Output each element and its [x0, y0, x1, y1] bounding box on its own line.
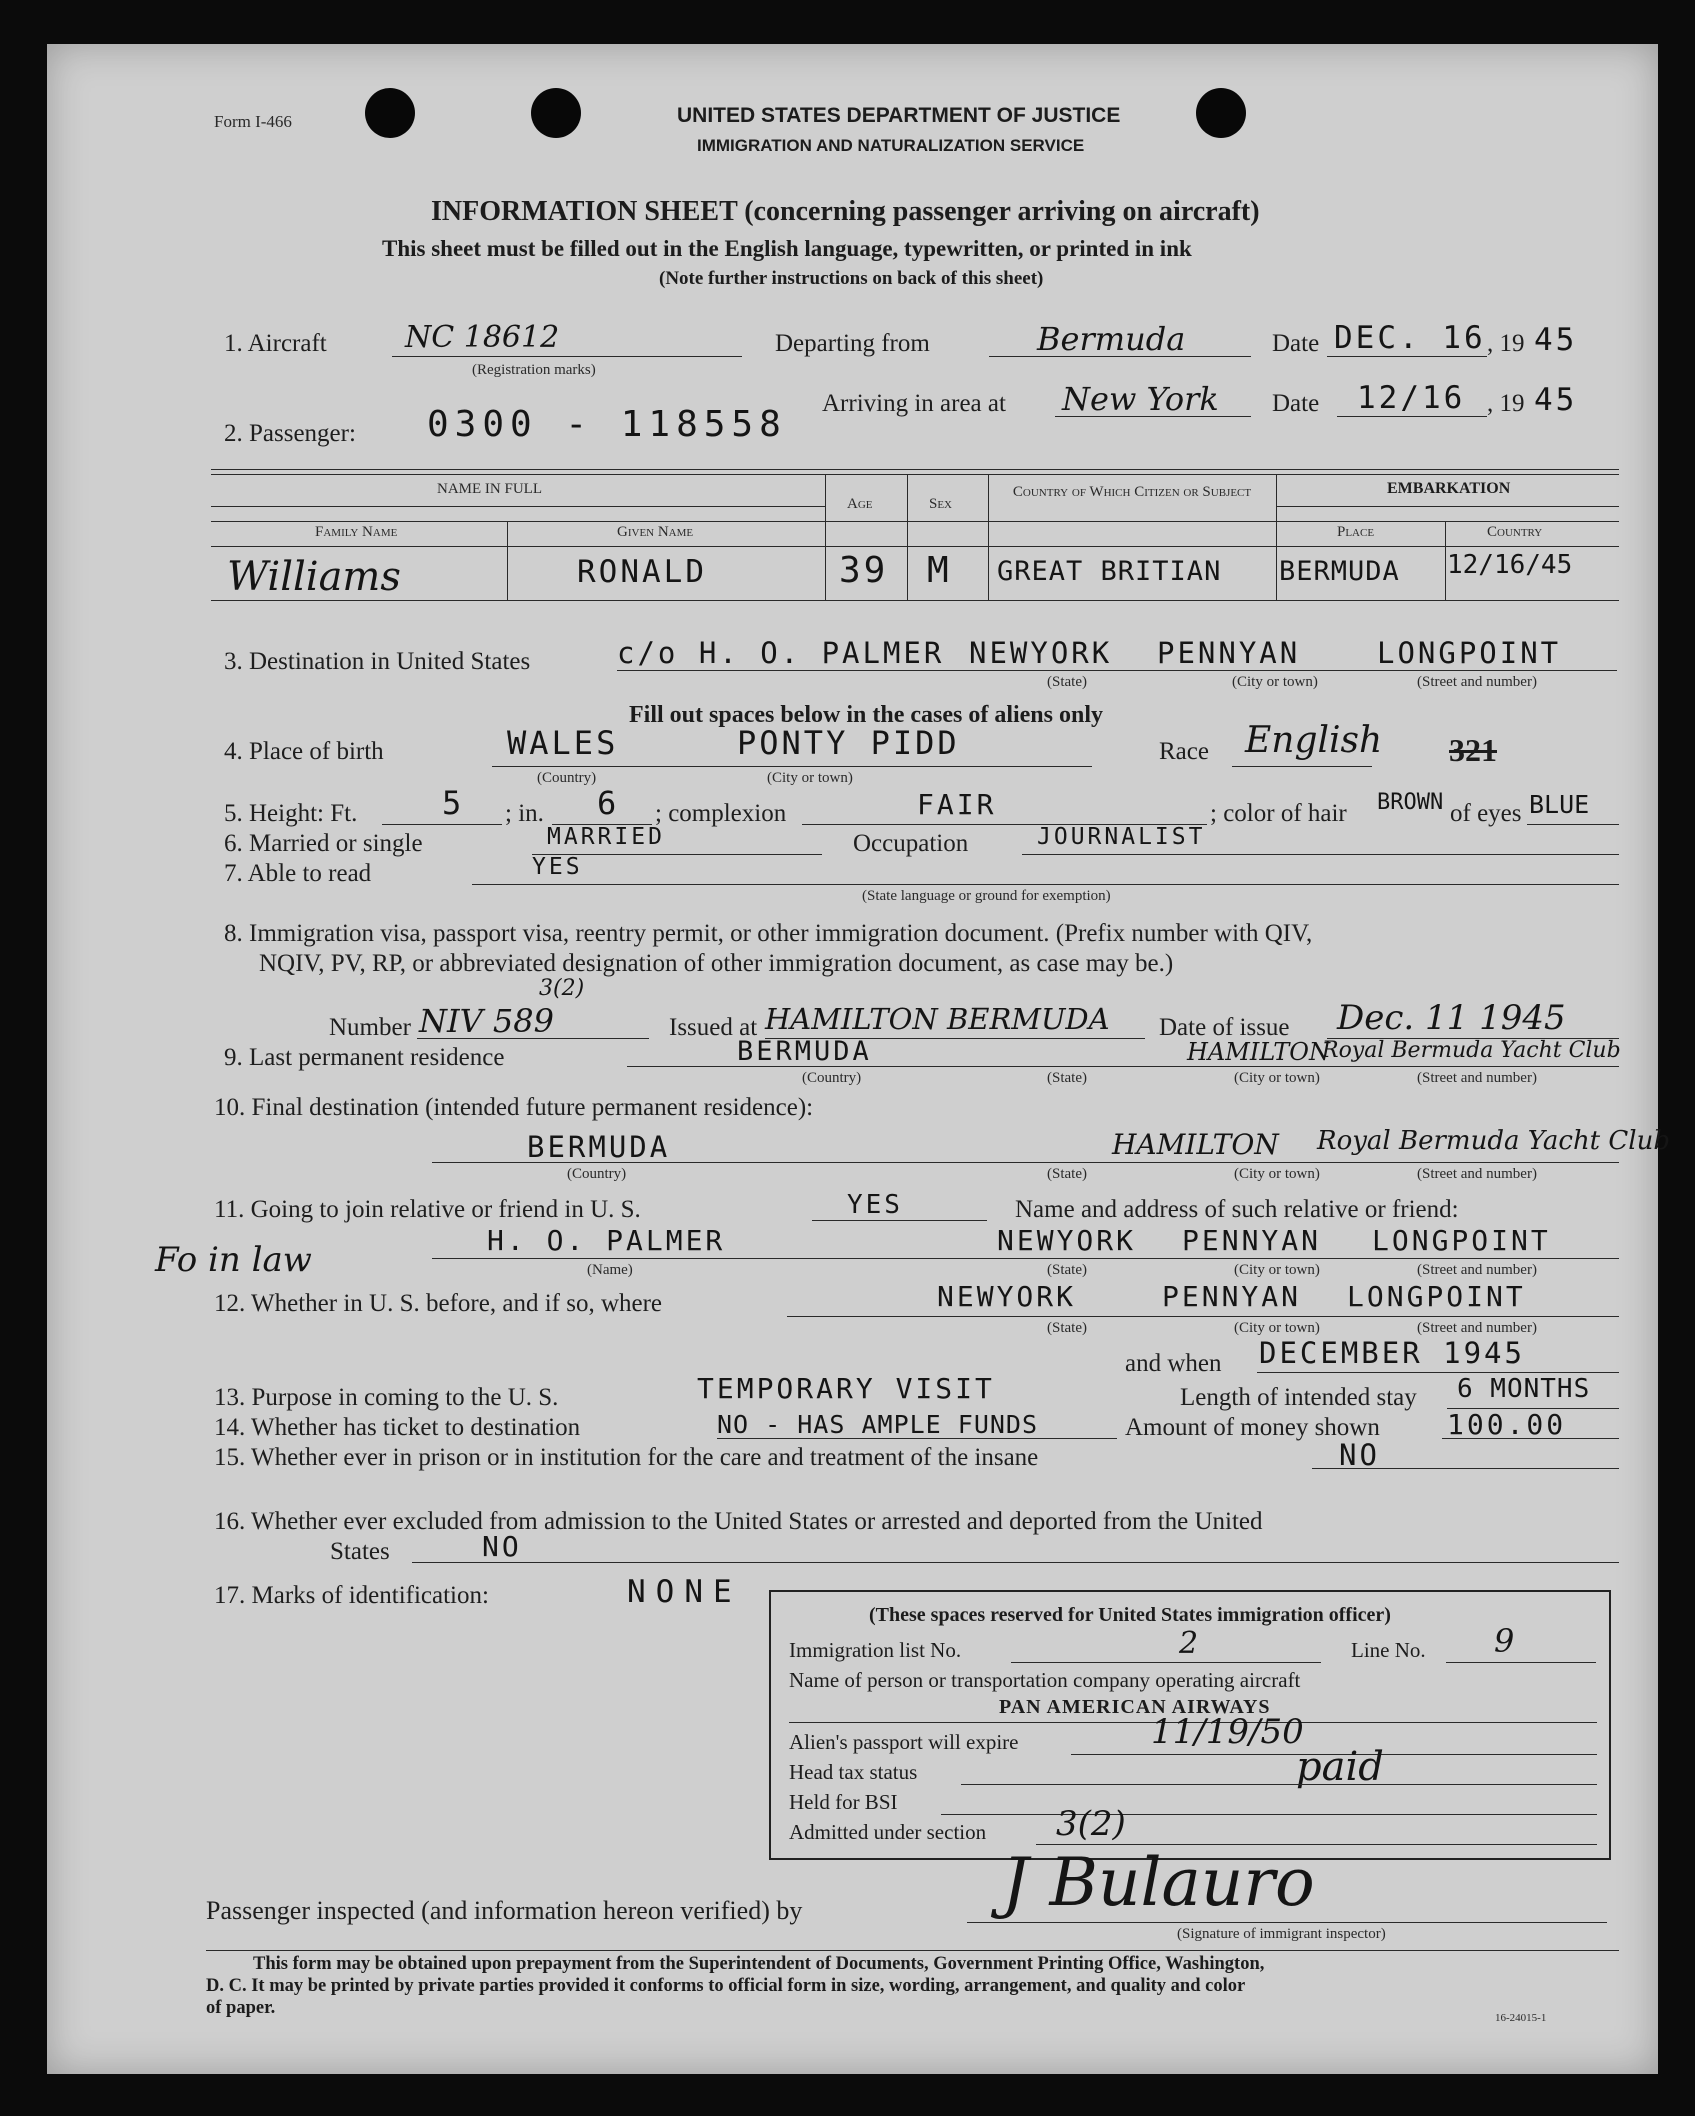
last-residence-country: BERMUDA — [737, 1036, 872, 1067]
embarkation-place-value: BERMUDA — [1279, 556, 1400, 587]
previous-visit-when-label: and when — [1125, 1350, 1222, 1377]
last-residence-street-caption: (Street and number) — [1417, 1070, 1537, 1086]
relative-name-value: H. O. PALMER — [487, 1224, 726, 1257]
inspector-signature: J Bulauro — [1002, 1844, 1315, 1921]
previous-visit-label: 12. Whether in U. S. before, and if so, where — [214, 1290, 663, 1317]
previous-visit-street: LONGPOINT — [1347, 1280, 1526, 1313]
punch-hole — [531, 88, 581, 138]
marital-label: 6. Married or single — [224, 830, 423, 857]
height-label: 5. Height: Ft. — [224, 800, 358, 827]
last-residence-street: Royal Bermuda Yacht Club — [1322, 1038, 1621, 1063]
street-caption: (Street and number) — [1417, 674, 1537, 690]
arrival-year-prefix: , 19 — [1487, 390, 1525, 417]
ticket-value: NO - HAS AMPLE FUNDS — [717, 1410, 1039, 1439]
join-relative-value: YES — [847, 1190, 903, 1220]
destination-street: LONGPOINT — [1377, 636, 1562, 670]
occupation-value: JOURNALIST — [1037, 824, 1206, 850]
excluded-value: NO — [482, 1530, 522, 1563]
final-destination-street: Royal Bermuda Yacht Club — [1317, 1126, 1670, 1156]
birth-city-caption: (City or town) — [767, 770, 853, 786]
footer-line2: D. C. It may be printed by private parties provided it conforms to official form in size, wording, arrangement, and quality and color — [206, 1976, 1246, 1996]
issue-date-value: Dec. 11 1945 — [1337, 998, 1566, 1038]
departure-date-value: DEC. 16 — [1334, 320, 1486, 356]
col-age: Age — [847, 496, 873, 512]
birth-city-value: PONTY PIDD — [737, 724, 960, 762]
last-residence-city-caption: (City or town) — [1234, 1070, 1320, 1086]
previous-visit-when-value: DECEMBER 1945 — [1259, 1336, 1525, 1370]
aircraft-label: 1. Aircraft — [224, 330, 327, 357]
passenger-value: 0300 - 118558 — [427, 404, 787, 445]
destination-care-of: c/o H. O. PALMER — [617, 636, 945, 670]
last-residence-city: HAMILTON — [1187, 1038, 1330, 1066]
destination-label: 3. Destination in United States — [224, 648, 531, 675]
last-residence-state-caption: (State) — [1047, 1070, 1087, 1086]
col-country: Country — [1487, 524, 1543, 540]
inspection-label: Passenger inspected (and information hereon verified) by — [206, 1896, 803, 1925]
state-caption: (State) — [1047, 674, 1087, 690]
money-shown-value: 100.00 — [1447, 1408, 1567, 1441]
col-family-name: Family Name — [315, 524, 398, 540]
punch-hole — [1196, 88, 1246, 138]
punch-hole — [365, 88, 415, 138]
destination-city: PENNYAN — [1157, 636, 1301, 670]
final-destination-street-caption: (Street and number) — [1417, 1166, 1537, 1182]
line-number-value: 9 — [1494, 1622, 1515, 1660]
relative-city-caption: (City or town) — [1234, 1262, 1320, 1278]
department-title: UNITED STATES DEPARTMENT OF JUSTICE — [677, 104, 1121, 127]
marital-value: MARRIED — [547, 824, 665, 850]
document-number-note: 3(2) — [539, 976, 585, 1001]
ticket-label: 14. Whether has ticket to destination — [214, 1414, 581, 1441]
passport-expiry-label: Alien's passport will expire — [789, 1730, 1019, 1754]
arrival-year-value: 45 — [1534, 382, 1578, 418]
hair-value: BROWN — [1377, 790, 1444, 815]
hair-label: ; color of hair — [1210, 800, 1347, 827]
city-caption: (City or town) — [1232, 674, 1318, 690]
previous-visit-state-caption: (State) — [1047, 1320, 1087, 1336]
purpose-label: 13. Purpose in coming to the U. S. — [214, 1384, 559, 1411]
final-destination-city: HAMILTON — [1112, 1128, 1279, 1161]
family-name-value: Williams — [227, 554, 401, 600]
birth-country-value: WALES — [507, 724, 619, 762]
final-destination-state-caption: (State) — [1047, 1166, 1087, 1182]
race-code: 321 — [1449, 732, 1497, 768]
height-in-value: 6 — [597, 784, 620, 822]
final-destination-country-caption: (Country) — [567, 1166, 627, 1182]
col-country-citizen: Country of Which Citizen or Subject — [1012, 484, 1252, 500]
previous-visit-city: PENNYAN — [1162, 1280, 1302, 1313]
relative-state-value: NEWYORK — [997, 1224, 1137, 1257]
occupation-label: Occupation — [853, 830, 969, 857]
final-destination-label: 10. Final destination (intended future permanent residence): — [214, 1094, 814, 1121]
relative-street-caption: (Street and number) — [1417, 1262, 1537, 1278]
line-number-label: Line No. — [1351, 1638, 1426, 1662]
admitted-section-label: Admitted under section — [789, 1820, 987, 1844]
age-value: 39 — [839, 550, 889, 591]
operator-label: Name of person or transportation company operating aircraft — [789, 1668, 1301, 1692]
departure-year-value: 45 — [1534, 322, 1578, 358]
relative-name-address-label: Name and address of such relative or friend: — [1015, 1196, 1459, 1223]
final-destination-country: BERMUDA — [527, 1130, 671, 1164]
previous-visit-city-caption: (City or town) — [1234, 1320, 1320, 1336]
prison-value: NO — [1339, 1438, 1380, 1472]
immigration-list-label: Immigration list No. — [789, 1638, 962, 1662]
sheet-instruction: This sheet must be filled out in the English language, typewritten, or printed in ink — [382, 236, 1192, 261]
issued-at-value: HAMILTON BERMUDA — [765, 1002, 1110, 1036]
relative-street-value: LONGPOINT — [1372, 1224, 1551, 1257]
relative-city-value: PENNYAN — [1182, 1224, 1322, 1257]
relative-state-caption: (State) — [1047, 1262, 1087, 1278]
officer-box-title: (These spaces reserved for United States immigration officer) — [869, 1604, 1391, 1626]
registration-marks-label: (Registration marks) — [472, 362, 596, 378]
sheet-title: INFORMATION SHEET (concerning passenger arriving on aircraft) — [431, 196, 1260, 227]
embarkation-country-value: 12/16/45 — [1447, 550, 1573, 580]
document-number-value: NIV 589 — [419, 1002, 554, 1040]
footer-line1: This form may be obtained upon prepayment from the Superintendent of Documents, Government Printing Office, Washington, — [253, 1954, 1265, 1974]
issue-date-label: Date of issue — [1159, 1014, 1290, 1041]
race-label: Race — [1159, 738, 1209, 765]
held-for-bsi-label: Held for BSI — [789, 1790, 898, 1814]
able-to-read-value: YES — [532, 854, 583, 880]
departing-value: Bermuda — [1037, 320, 1186, 358]
col-name-in-full: NAME IN FULL — [437, 481, 542, 497]
height-ft-value: 5 — [442, 784, 465, 822]
destination-state: NEWYORK — [969, 636, 1113, 670]
sheet-note: (Note further instructions on back of this sheet) — [659, 268, 1044, 289]
document-sheet — [47, 44, 1670, 2074]
complexion-value: FAIR — [917, 788, 997, 821]
aliens-only-heading: Fill out spaces below in the cases of aliens only — [629, 702, 1104, 728]
inspector-signature-caption: (Signature of immigrant inspector) — [1177, 1926, 1386, 1942]
passport-expiry-value: 11/19/50 — [1151, 1712, 1304, 1752]
officer-box — [769, 1590, 1611, 1860]
birth-country-caption: (Country) — [537, 770, 597, 786]
col-embarkation: EMBARKATION — [1387, 480, 1511, 497]
departing-label: Departing from — [775, 330, 930, 357]
relative-name-caption: (Name) — [587, 1262, 633, 1278]
arrival-date-value: 12/16 — [1357, 380, 1466, 416]
purpose-value: TEMPORARY VISIT — [697, 1372, 995, 1405]
identification-marks-value: NONE — [627, 1574, 742, 1610]
relationship-margin-note: Fo in law — [155, 1240, 312, 1280]
join-relative-label: 11. Going to join relative or friend in U. S. — [214, 1196, 641, 1223]
aircraft-value: NC 18612 — [405, 320, 560, 355]
identification-marks-label: 17. Marks of identification: — [214, 1582, 489, 1609]
arrival-date-label: Date — [1272, 390, 1320, 417]
last-residence-country-caption: (Country) — [802, 1070, 862, 1086]
col-place: Place — [1337, 524, 1375, 540]
final-destination-city-caption: (City or town) — [1234, 1166, 1320, 1182]
form-print-code: 16-24015-1 — [1495, 2012, 1547, 2024]
last-residence-label: 9. Last permanent residence — [224, 1044, 505, 1071]
footer-line3: of paper. — [206, 1998, 276, 2018]
previous-visit-state: NEWYORK — [937, 1280, 1077, 1313]
intended-stay-value: 6 MONTHS — [1457, 1374, 1591, 1404]
departure-date-label: Date — [1272, 330, 1320, 357]
sex-value: M — [927, 550, 952, 591]
col-sex: Sex — [929, 496, 953, 512]
form-number: Form I-466 — [214, 112, 292, 131]
departure-year-prefix: , 19 — [1487, 330, 1525, 357]
service-title: IMMIGRATION AND NATURALIZATION SERVICE — [697, 136, 1085, 155]
given-name-value: RONALD — [577, 554, 707, 590]
admitted-section-value: 3(2) — [1056, 1804, 1126, 1844]
passenger-label: 2. Passenger: — [224, 420, 356, 447]
immigration-document-line2: NQIV, PV, RP, or abbreviated designation of other immigration document, as case may be.) — [259, 950, 1174, 977]
excluded-label-line2: States — [330, 1538, 390, 1565]
immigration-document-line1: 8. Immigration visa, passport visa, reentry permit, or other immigration document. (Prefix number with QIV, — [224, 920, 1313, 947]
head-tax-value: paid — [1296, 1744, 1384, 1790]
issued-at-label: Issued at — [669, 1014, 758, 1041]
race-value: English — [1245, 720, 1383, 761]
able-to-read-label: 7. Able to read — [224, 860, 372, 887]
money-shown-label: Amount of money shown — [1125, 1414, 1380, 1441]
arriving-label: Arriving in area at — [822, 390, 1006, 417]
previous-visit-street-caption: (Street and number) — [1417, 1320, 1537, 1336]
intended-stay-label: Length of intended stay — [1180, 1384, 1417, 1411]
language-caption: (State language or ground for exemption) — [862, 888, 1111, 904]
immigration-list-value: 2 — [1179, 1626, 1199, 1661]
eyes-label: of eyes — [1450, 800, 1522, 827]
arriving-value: New York — [1062, 380, 1219, 418]
eyes-value: BLUE — [1529, 790, 1590, 819]
head-tax-label: Head tax status — [789, 1760, 918, 1784]
height-in-label: ; in. — [505, 800, 544, 827]
prison-label: 15. Whether ever in prison or in institution for the care and treatment of the insane — [214, 1444, 1039, 1471]
excluded-label-line1: 16. Whether ever excluded from admission to the United States or arrested and deported from the United — [214, 1508, 1263, 1535]
complexion-label: ; complexion — [655, 800, 787, 827]
operator-value: PAN AMERICAN AIRWAYS — [999, 1696, 1271, 1718]
document-number-label: Number — [329, 1014, 411, 1041]
col-given-name: Given Name — [617, 524, 694, 540]
citizen-value: GREAT BRITIAN — [997, 556, 1222, 587]
birthplace-label: 4. Place of birth — [224, 738, 384, 765]
